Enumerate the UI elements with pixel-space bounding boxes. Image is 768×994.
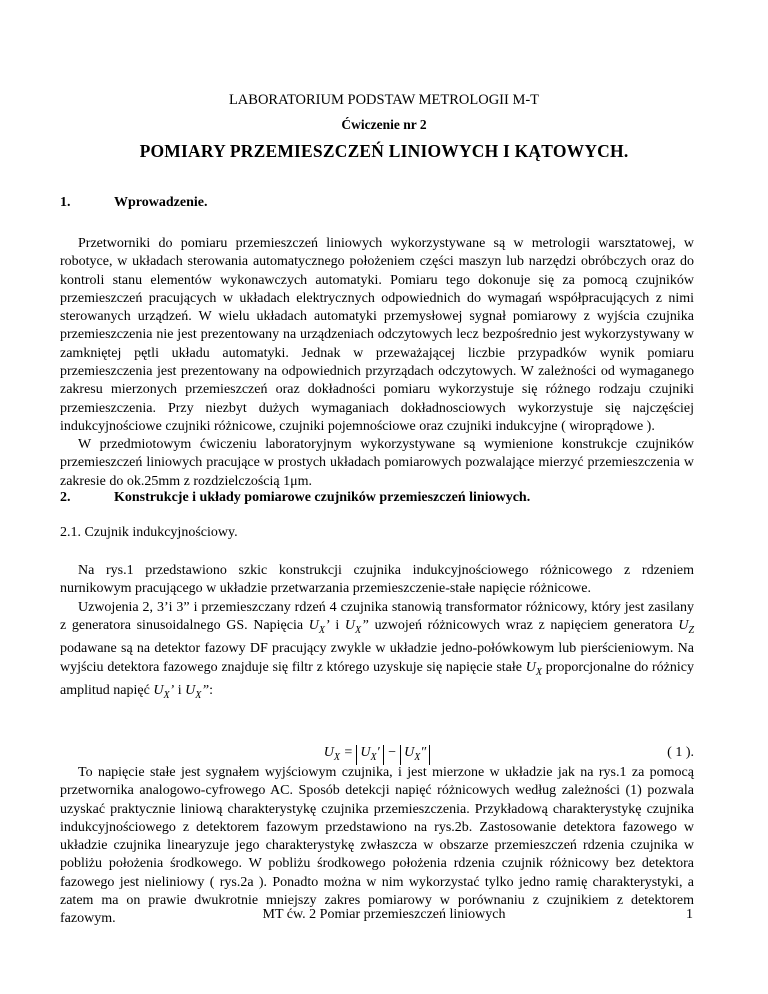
subsection-2-1-heading: 2.1. Czujnik indukcyjnościowy.	[60, 525, 238, 540]
section-1-title: Wprowadzenie.	[114, 195, 208, 210]
abs-term-2: $U_X''$	[400, 745, 430, 765]
section-1-paragraph-2: W przedmiotowym ćwiczeniu laboratoryjnym wykorzystywane są wymienione konstrukcje czujników przemieszczeń liniowych pracujące w prostych układach pomiarowych pozwalające mierzyć przemieszczenia w zakresie do ok.25mm z rozdzielczością 1μm.	[60, 437, 694, 489]
formula-number: ( 1 ).	[667, 745, 694, 760]
section-1-number: 1.	[60, 195, 71, 210]
exercise-number: Ćwiczenie nr 2	[341, 117, 427, 132]
formula-1	[60, 745, 694, 765]
section-1-heading	[60, 195, 207, 211]
section-2-paragraph-3: To napięcie stałe jest sygnałem wyjściowym czujnika, i jest mierzone w układzie jak na rys.1 za pomocą przetwornika analogowo-cyfrowego AC. Sposób detekcji napięć różnicowych według zależności (1) pozwala uzyskać praktycznie liniową charakterystykę czujnika przemieszczenia. Przykładową charakterystykę czujnika indukcyjnościowego z detektorem fazowym przedstawiono na rys.2b. Zastosowanie detektora fazowego w układzie czujnika linearyzuje jego charakterystykę zwłaszcza w obszarze przemieszczeń rdzenia czujnika w pobliżu położenia środkowego. W pobliżu środkowego położenia rdzenia czujnik różnicowy bez detektora fazowego jest nieliniowy ( rys.2a ). Ponadto można w nim wykorzystać tylko jedno ramię charakterystyki, a zatem ma on prawie dwukrotnie mniejszy zakres pomiarowy w porównaniu z czujnikiem z detektorem fazowym.	[60, 765, 694, 927]
section-2-number: 2.	[60, 490, 71, 505]
formula-expression: $U_X = U_X' - U_X''$	[60, 745, 694, 765]
section-2-paragraph-2: Uzwojenia 2, 3’i 3” i przemieszczany rdzeń 4 czujnika stanowią transformator różnicowy, który jest zasilany z generatora sinusoidalnego GS. Napięcia $U_X$’ i $U_X$” uzwojeń różnicowych wraz z napięciem generatora $U_Z$ podawane są na detektor fazowy DF pracujący zwykle w układzie jedno-połówkowym lub pierścieniowym. Na wyjściu detektora fazowego znajduje się filtr z którego uzyskuje się napięcie stałe $U_X$ proporcjonalne do różnicy amplitud napięć $U_X$’ i $U_X$”:	[60, 600, 695, 701]
section-2-heading	[60, 490, 530, 506]
section-1-paragraph-1: Przetworniki do pomiaru przemieszczeń liniowych wykorzystywane są w metrologii warsztatowej, w robotyce, w układach sterowania automatycznego położeniem części maszyn lub narzędzi obróbczych oraz do kontroli stanu elementów wykonawczych automatyki. Pomiaru tego dokonuje się za pomocą czujników przemieszczeń pracujących w układach elektrycznych odpowiednich do wymagań współpracujących z nimi sterowanych urządzeń. W wielu układach automatyki przemysłowej sygnał pomiarowy z wyjścia czujnika przemieszczenia nie jest prezentowany na urządzeniach odczytowych lecz bezpośrednio jest wykorzystywany w zamkniętej pętli układu automatyki. Jednak w przeważającej liczbie przypadków wynik pomiaru przemieszczenia jest prezentowany na odpowiednich przyrządach odczytowych. W zależności od wymaganego zakresu mierzonych przemieszczeń oraz dokładności pomiaru wykorzystuje się różnego rodzaju czujniki przemieszczenia. Przy niezbyt dużych wymaganiach dokładnosciowych wykorzystuje się najczęściej indukcyjnościowe czujniki różnicowe, czujniki pojemnościowe oraz czujniki indukcyjne ( wiroprądowe ).	[60, 236, 694, 434]
section-2-paragraph-1: Na rys.1 przedstawiono szkic konstrukcji czujnika indukcyjnościowego różnicowego z rdzeniem nurnikowym pracującego w układzie przetwarzania przemieszczenie-stałe napięcie różnicowe.	[60, 563, 694, 597]
page-number: 1	[686, 907, 693, 922]
lab-header: LABORATORIUM PODSTAW METROLOGII M-T	[228, 92, 540, 108]
page-footer: MT ćw. 2 Pomiar przemieszczeń liniowych	[262, 907, 506, 922]
section-2-title: Konstrukcje i układy pomiarowe czujników przemieszczeń liniowych.	[114, 490, 531, 505]
abs-term-1: $U_X'$	[356, 745, 383, 765]
page-title: POMIARY PRZEMIESZCZEŃ LINIOWYCH I KĄTOWYCH.	[139, 141, 629, 161]
